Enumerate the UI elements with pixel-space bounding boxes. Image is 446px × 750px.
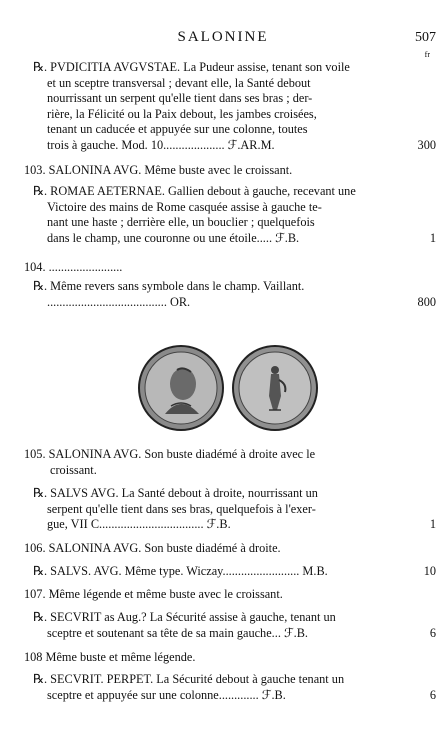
- coin-reverse-drawing: [231, 344, 319, 432]
- entry-line: trois à gauche. Mod. 10.................... ℱ.AR.M.: [47, 137, 275, 152]
- entry-line: ℞. Même revers sans symbole dans le champ. Vaillant.: [33, 279, 305, 293]
- entry-line: serpent qu'elle tient dans ses bras, quelquefois à l'exer-: [47, 501, 316, 516]
- entry-price: 6: [429, 626, 436, 640]
- entry-line: 106. SALONINA AVG. Son buste diadémé à droite.: [24, 541, 281, 555]
- entry-line: et un sceptre transversal ; devant elle, la Santé debout: [47, 75, 311, 90]
- entry-line: croissant.: [50, 462, 97, 477]
- entry-price: 10: [423, 564, 436, 578]
- coin-reverse-image: [231, 344, 319, 432]
- page-number: 507: [415, 30, 436, 45]
- page-header: [0, 29, 446, 59]
- coin-obverse-image: [137, 344, 225, 432]
- entry-line: rière, la Félicité ou la Paix debout, les jambes croisées,: [47, 106, 317, 121]
- entry-price: 300: [417, 138, 436, 152]
- entry-price: 1: [429, 231, 436, 245]
- entry-line: tenant un caducée et appuyée sur une colonne, toutes: [47, 122, 308, 137]
- entry-price: 1: [429, 517, 436, 531]
- coin-obverse-drawing: [137, 344, 225, 432]
- entry-line: 103. SALONINA AVG. Même buste avec le croissant.: [24, 163, 293, 177]
- entry-price: 800: [417, 295, 436, 309]
- entry-line: ℞. SALVS. AVG. Même type. Wiczay......................... M.B.: [33, 564, 328, 578]
- page-title: SALONINE: [177, 29, 269, 45]
- entry-line: sceptre et soutenant sa tête de sa main gauche... ℱ.B.: [47, 625, 308, 640]
- entry-line: ℞. SECVRIT as Aug.? La Sécurité assise à gauche, tenant un: [33, 610, 336, 624]
- entry-line: ℞. ROMAE AETERNAE. Gallien debout à gauche, recevant une: [33, 184, 356, 198]
- price-currency-label: fr: [424, 50, 430, 59]
- entry-line: Victoire des mains de Rome casquée assise à gauche te-: [47, 199, 322, 214]
- entry-line: 105. SALONINA AVG. Son buste diadémé à droite avec le: [24, 447, 316, 461]
- entry-line: ℞. PVDICITIA AVGVSTAE. La Pudeur assise, tenant son voile: [33, 60, 350, 74]
- coin-illustration: [133, 340, 323, 436]
- entry-line: sceptre et appuyée sur une colonne............. ℱ.B.: [47, 687, 286, 702]
- entry-line: dans le champ, une couronne ou une étoile..... ℱ.B.: [47, 230, 300, 245]
- entry-line: ℞. SECVRIT. PERPET. La Sécurité debout à gauche tenant un: [33, 672, 345, 686]
- entry-line: nourrissant un serpent qu'elle tient dans ses bras ; der-: [47, 91, 313, 106]
- entry-line: gue, VII C.................................. ℱ.B.: [47, 517, 231, 532]
- entry-line: 104. ........................: [24, 260, 123, 274]
- entry-line: 108 Même buste et même légende.: [24, 650, 196, 664]
- entry-line: 107. Même légende et même buste avec le croissant.: [24, 587, 283, 601]
- entry-price: 6: [429, 688, 436, 702]
- entry-line: nant une haste ; derrière elle, un bouclier ; quelquefois: [47, 215, 315, 230]
- entry-line: ℞. SALVS AVG. La Santé debout à droite, nourrissant un: [33, 486, 318, 500]
- entry-line: ....................................... OR.: [47, 294, 191, 309]
